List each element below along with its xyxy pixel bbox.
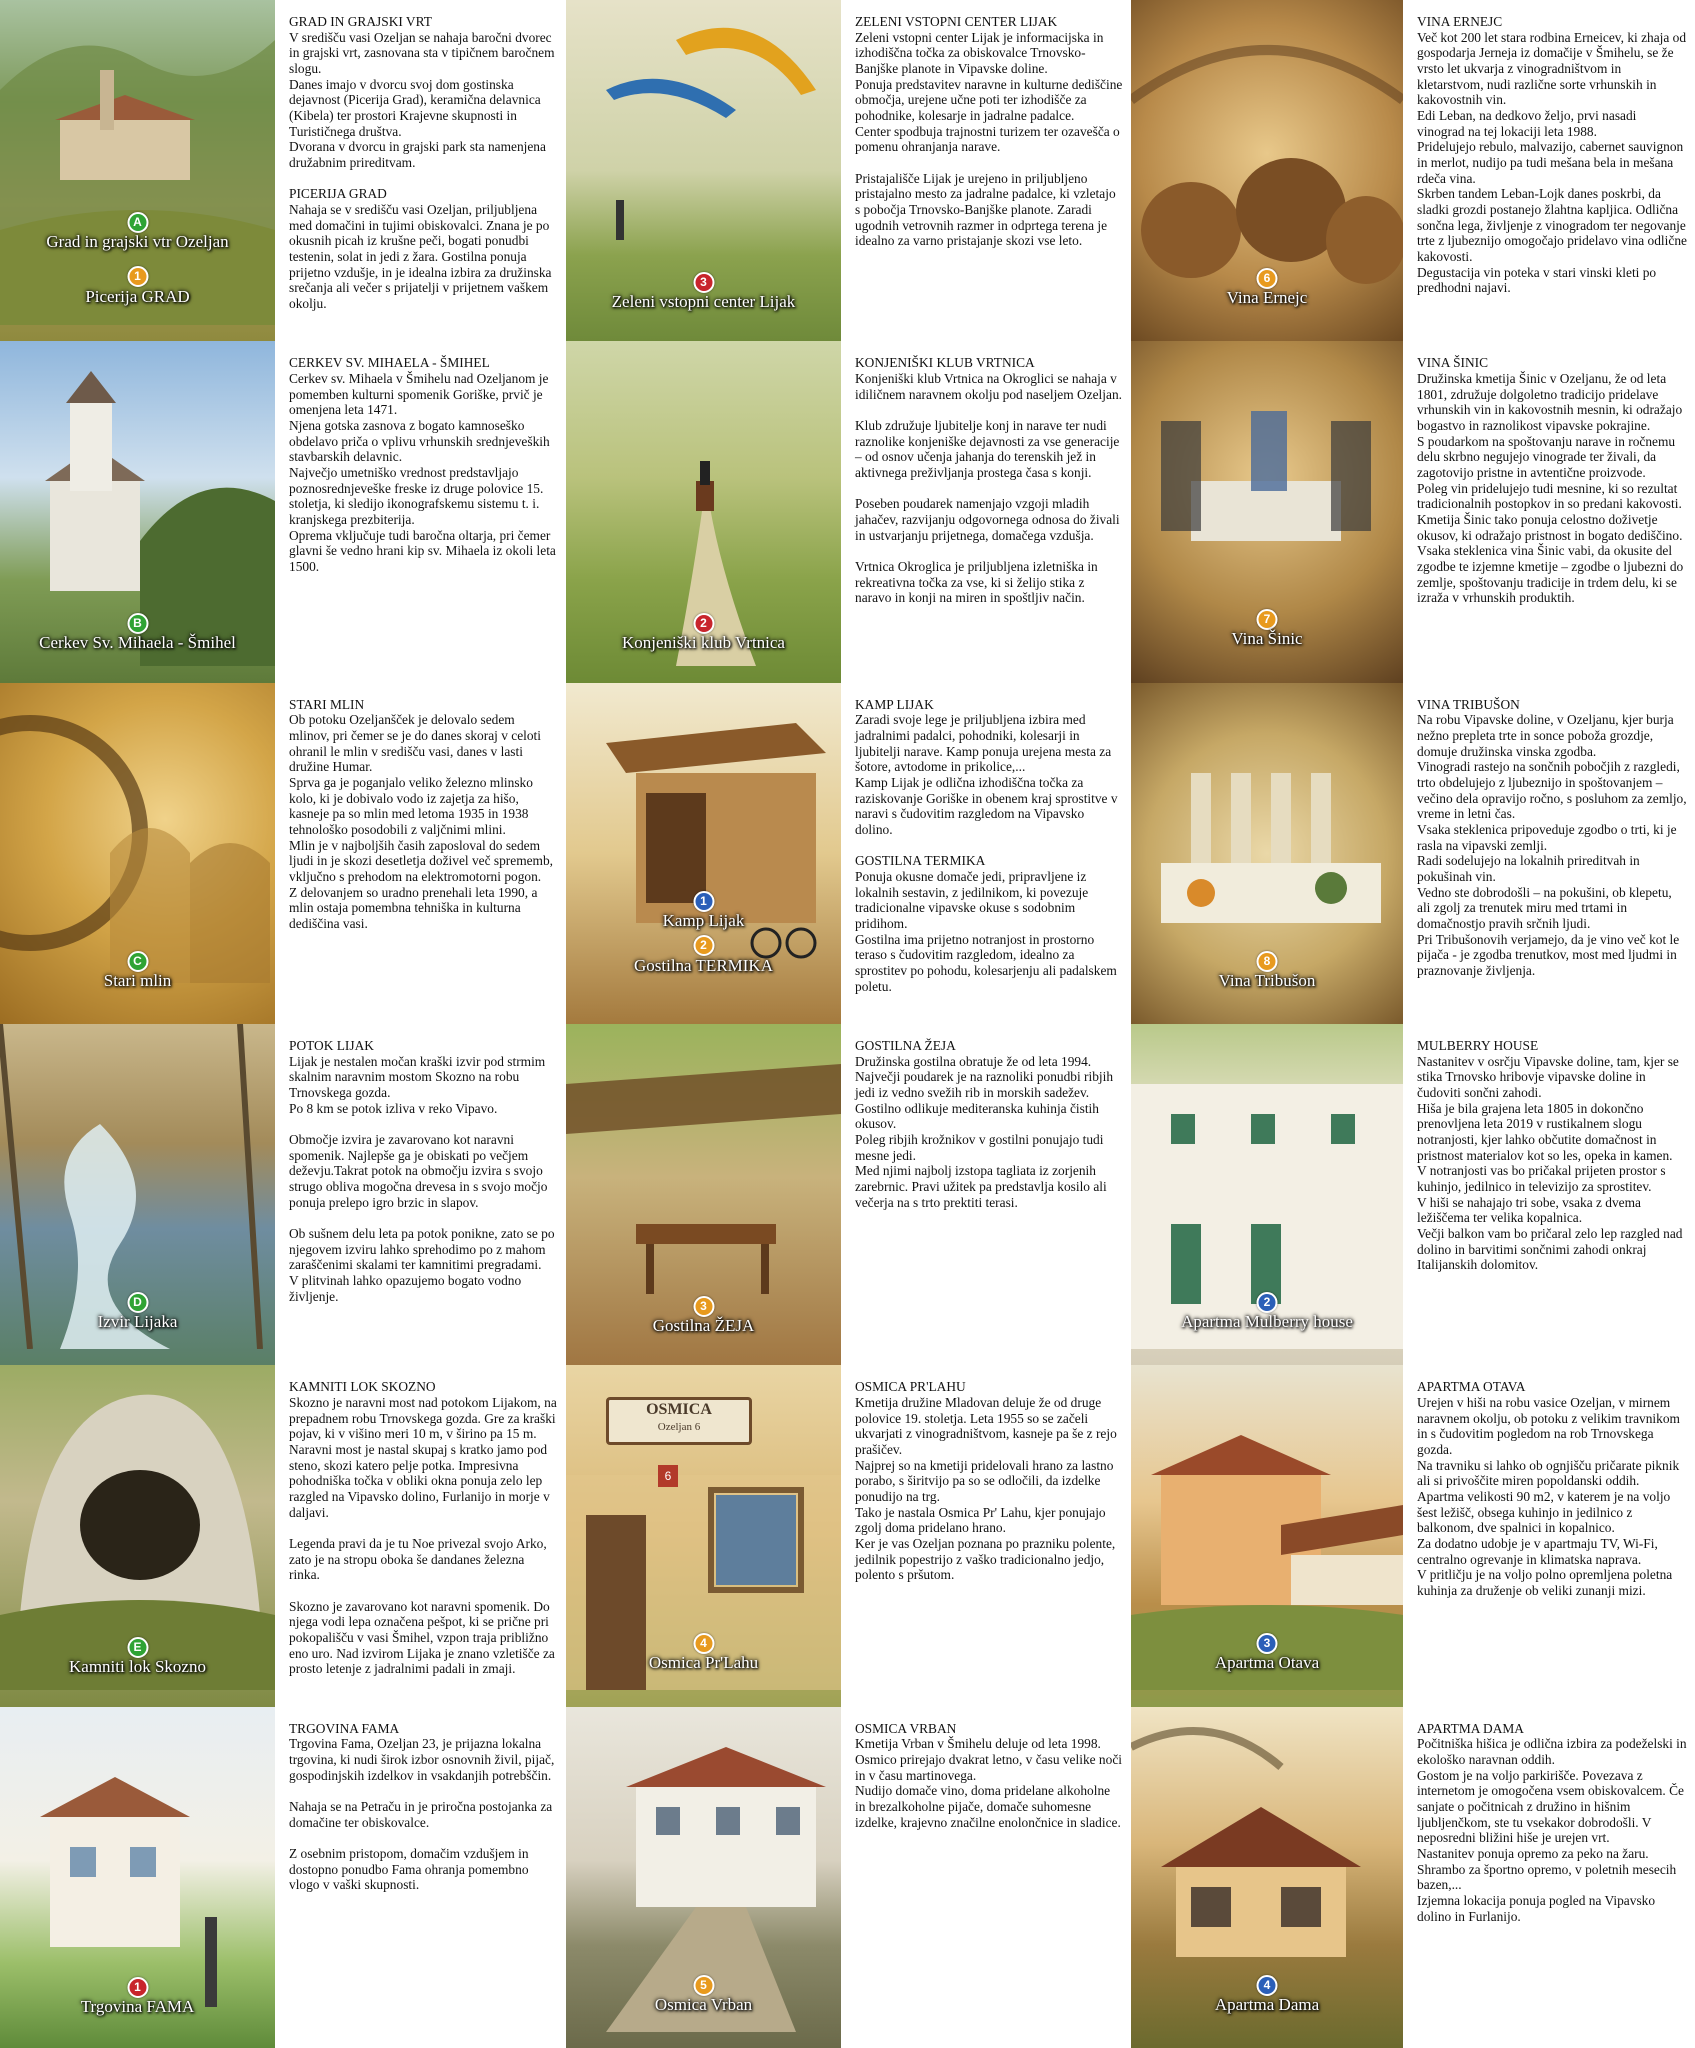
marker-2-icon: 2 — [693, 613, 714, 634]
farmhouse-painting — [566, 1707, 841, 2048]
wine-bottles-painting — [1131, 683, 1403, 1024]
marker-4-icon: 4 — [693, 1633, 714, 1654]
card-osmica-vrban — [566, 1707, 1131, 2048]
marker-8-icon: 8 — [1257, 951, 1278, 972]
card-caption: Picerija GRAD — [85, 287, 190, 306]
card-skozno — [0, 1365, 566, 1706]
camp-building-painting — [566, 683, 841, 1024]
osmica-sign — [606, 1397, 752, 1445]
card-mlin — [0, 683, 566, 1024]
column-2 — [566, 0, 1131, 2048]
card-caption: Stari mlin — [103, 970, 172, 990]
card-description: KONJENIŠKI KLUB VRTNICA Konjeniški klub Vrtnica na Okroglici se nahaja v idiličnem naravnem okolju pod naseljem Ozeljan. Klub združuje ljubitelje konj in narave ter nudi raznolike konjeniške dejavnosti za vse generacije – od osnov učenja jahanja do terenskih jež in aktivnega preživljanja prostega časa s konji. Poseben poudarek namenjajo vzgoji mladih jahačev, razvijanju odgovornega odnosa do živali in ustvarjanju prijetnega, domačega vzdušja. Vrtnica Okroglica je priljubljena izletniška in rekreativna točka za vse, ki si želijo stika z naravo in konji na miren in spoštljiv način. — [855, 355, 1122, 606]
marker-2-icon: 2 — [693, 935, 714, 956]
card-caption: Izvir Lijaka — [97, 1311, 178, 1331]
card-caption: Vina Šinic — [1231, 629, 1303, 649]
card-caption: Gostilna ŽEJA — [652, 1315, 755, 1335]
card-description: OSMICA PR'LAHU Kmetija družine Mladovan deluje že od druge polovice 19. stoletja. Leta 1955 so se začeli ukvarjati z vinogradništvom, kasneje pa še z rejo prašičev. Najprej so na kmetiji pridelovali hrano za lastno porabo, s širitvijo pa so se odločili, da izdelke ponudijo na trg. Tako je nastala Osmica Pr' Lahu, kjer ponujajo zgolj doma pridelano hrano. Ker je vas Ozeljan poznana po prazniku polente, jedilnik popestrijo z vaško tradicionalno jedjo, polento s pršutom. — [855, 1379, 1117, 1583]
watermill-painting — [0, 683, 275, 1024]
wine-barrels-painting — [1131, 0, 1403, 341]
marker-1-icon: 1 — [127, 266, 148, 287]
shop-house-painting — [0, 1707, 275, 2048]
card-caption: Apartma Mulberry house — [1181, 1311, 1353, 1331]
house-number-plate: 6 — [658, 1465, 678, 1487]
card-caption: Trgovina FAMA — [80, 1996, 195, 2016]
card-description: KAMP LIJAK Zaradi svoje lege je priljubljena izbira med jadralnimi padalci, pohodniki, kolesarji in ljubitelji narave. Kamp ponuja urejena mesta za šotore, avtodome in prikolice,... Kamp Lijak je odlična izhodiščna točka za raziskovanje Goriške in obenem kraj sprostitve v naravi s čudovitim razgledom na Vipavsko dolino. GOSTILNA TERMIKA Ponuja okusne domače jedi, pripravljene iz lokalnih sestavin, z jedilnikom, ki povezuje tradicionalne vipavske okuse s sodobnim pridihom. Gostilna ima prijetno notranjost in prostorno teraso s čudovitim razgledom, idealno za sprostitev po pohodu, kolesarjenju ali padalskem poletu. — [855, 696, 1118, 994]
card-description: GRAD IN GRAJSKI VRT V središču vasi Ozeljan se nahaja baročni dvorec in grajski vrt, zasnovana sta v tipičnem baročnem slogu. Danes imajo v dvorcu svoj dom gostinska dejavnost (Picerija Grad), keramična delavnica (Kibela) ter prostori Krajevne skupnosti in Turističnega društva. Dvorana v dvorcu in grajski park sta namenjena družabnim prireditvam. PICERIJA GRAD Nahaja se v središču vasi Ozeljan, priljubljena med domačini in tujimi obiskovalci. Znana je po okusnih picah iz krušne peči, bogati ponudbi testenin, solat in jedi z žara. Gostilna ponuja prijetno vzdušje, in je idealna izbira za družinska srečanja ali večer s prijatelji v prijetnem vaškem okolju. — [289, 14, 555, 312]
card-description: APARTMA DAMA Počitniška hišica je odlična izbira za podeželski in ekološko naravnan oddih. Gostom je na voljo parkirišče. Povezava z internetom je omogočena vsem obiskovalcem. Če sanjate o počitnicah z družino in hišnim ljubljenčkom, ste tu vsekakor dobrodošli. V neposredni bližini hiše je urejen vrt. Nastanitev ponuja opremo za peko na žaru. Shrambo za športno opremo, v poletnih mesecih bazen,... Izjemna lokacija ponuja pogled na Vipavsko dolino in Furlanijo. — [1417, 1720, 1687, 1924]
card-caption: Vina Tribušon — [1218, 970, 1316, 990]
marker-e-icon: E — [127, 1637, 148, 1658]
marker-4-icon: 4 — [1257, 1975, 1278, 1996]
dama-cottage-painting — [1131, 1707, 1403, 2048]
marker-3-icon: 3 — [1257, 1633, 1278, 1654]
marker-c-icon: C — [127, 951, 148, 972]
card-description: VINA TRIBUŠON Na robu Vipavske doline, v Ozeljanu, kjer burja nežno prepleta trte in sonce poboža grozdje, domuje družinska vinska zgodba. Vinogradi rastejo na sončnih pobočjih z razgledi, trto obdelujejo z ljubeznijo in spoštovanjem – večino dela opravijo ročno, s posluhom za zemljo, vreme in letni čas. Vsaka steklenica pripoveduje zgodbo o trti, ki je rasla na vipavski zemlji. Radi sodelujejo na lokalnih prireditvah in pokušinah vin. Vedno ste dobrodošli – na pokušini, ob klepetu, ali zgolj za trenutek miru med trtami in domačnostjo pravih srčnih ljudi. Pri Tribušonovih verjamejo, da je vino več kot le pijača - je zgodba trenutkov, most med ljudmi in praznovanje življenja. — [1417, 696, 1687, 979]
marker-b-icon: B — [127, 613, 148, 634]
card-zeleni-center — [566, 0, 1131, 341]
card-description: OSMICA VRBAN Kmetija Vrban v Šmihelu deluje od leta 1998. Osmico prirejajo dvakrat letno, v času velike noči in v času martinovega. Nudijo domače vino, doma pridelane alkoholne in brezalkoholne pijače, domače suhomesne izdelke, krajevno značilne enolončnice in sladice. — [855, 1720, 1122, 1830]
card-description: POTOK LIJAK Lijak je nestalen močan kraški izvir pod strmim skalnim naravnim mostom Skozno na robu Trnovskega gozda. Po 8 km se potok izliva v reko Vipavo. Območje izvira je zavarovano kot naravni spomenik. Najlepše ga je obiskati po večjem deževju.Takrat potok na območju izvira s svojo strugo obliva mogočna drevesa in s svojo močjo ponuja prelepo igro brzic in slapov. Ob sušnem delu leta pa potok ponikne, zato se po njegovem izviru lahko sprehodimo po z mahom zaraščenimi skalami ter kamnitimi pregradami. V plitvinah lahko opazujemo bogato vodno življenje. — [289, 1037, 555, 1304]
sign-subtitle: Ozeljan 6 — [657, 1421, 701, 1434]
marker-5-icon: 5 — [693, 1975, 714, 1996]
card-description: MULBERRY HOUSE Nastanitev v osrčju Vipavske doline, tam, kjer se stika Trnovsko hribovje vipavske doline in čudoviti sončni zahodi. Hiša je bila grajena leta 1805 in dokončno prenovljena leta 2019 v rustikalnem slogu notranjosti, kjer lahko občutite domačnost in pristnost materialov kot so les, opeka in kamen. V notranjosti vas bo pričakal prijeten prostor s kuhinjo, jedilnico in televizijo za sprostitev. V hiši se nahajajo tri sobe, vsaka z dvema ležiščema ter velika kopalnica. Večji balkon vam bo pričaral zelo lep razgled nad dolino in barvitimi sončnimi zahodi onkraj Italijanskih dolomitov. — [1417, 1037, 1683, 1273]
card-description: VINA ERNEJC Več kot 200 let stara rodbina Erneicev, ki zhaja od gospodarja Jerneja iz domačije v Šmihelu, se že vrsto let ukvarja z vinogradništvom in kletarstvom, nudi različne sorte vrhunskih in kakovostnih vin. Edi Leban, na dedkovo željo, prvi nasadi vinograd na tej lokaciji leta 1988. Pridelujejo rebulo, malvazijo, cabernet sauvignon in merlot, nudijo pa tudi mešana bela in mešana rdeča vina. Skrben tandem Leban-Lojk danes poskrbi, da sladki grozdi postanejo žlahtna kapljica. Odlična sončna lega, življenje z vinogradom ter negovanje trte z ljubeznijo omogočajo pridelavo vina odlične kakovosti. Degustacija vin poteka v stari vinski kleti po predhodni najavi. — [1417, 14, 1687, 296]
card-caption: Apartma Dama — [1214, 1994, 1320, 2014]
card-description: CERKEV SV. MIHAELA - ŠMIHEL Cerkev sv. Mihaela v Šmihelu nad Ozeljanom je pomemben kulturni spomenik Goriške, prvič je omenjena leta 1471. Njena gotska zasnova z bogato kamnoseško obdelavo priča o vplivu vrhunskih srednjeveških stavbarskih delavnic. Največjo umetniško vrednost predstavljajo poznosrednjeveške freske iz druge polovice 15. stoletja, ki sledijo ikonografskemu sistemu t. i. kranjskega prezbiterija. Oprema vključuje tudi baročna oltarja, pri čemer glavni še vedno hrani kip sv. Mihaela iz okoli leta 1500. — [289, 355, 556, 575]
card-description: ZELENI VSTOPNI CENTER LIJAK Zeleni vstopni center Lijak je informacijska in izhodiščna točka za obiskovalce Trnovsko-Banjške planote in Vipavske doline. Ponuja predstavitev naravne in kulturne dediščine območja, urejene učne poti ter izhodišče za pohodnike, kolesarje in jadralne padalce. Center spodbuja trajnostni turizem ter ozavešča o pomenu ohranjanja narave. Pristajališče Lijak je urejeno in priljubljeno pristajalno mesto za jadralne padalce, ki vzletajo s pobočja Trnovsko-Banjške planote. Zaradi ugodnih vetrovnih razmer in odprtega terena je idealno za varno pristajanje skozi vse leto. — [855, 14, 1123, 249]
card-description: KAMNITI LOK SKOZNO Skozno je naravni most nad potokom Lijakom, na prepadnem robu Trnovskega gozda. Gre za kraški pojav, ki v višino meri 10 m, v širino pa 15 m. Naravni most je nastal skupaj s kratko jamo pod steno, skozi katero pelje potka. Impresivna pohodniška točka v obliki okna ponuja zelo lep razgled na Vipavsko dolino, Furlanijo in morje v daljavi. Legenda pravi da je tu Noe privezal svojo Arko, zato je na stropu oboka še dandanes železna rinka. Skozno je zavarovano kot naravni spomenik. Do njega vodi lepa označena pešpot, ki se prične pri pokopališču v vasi Šmihel, vzpon traja približno eno uro. Nad izvirom Lijaka je znano vzletišče za prosto letenje z jadralnimi padali in zmaji. — [289, 1379, 557, 1677]
card-osmica-prlahu — [566, 1365, 1131, 1706]
marker-2-icon: 2 — [1257, 1292, 1278, 1313]
card-caption: Apartma Otava — [1214, 1653, 1320, 1673]
marker-3-icon: 3 — [693, 272, 714, 293]
card-tribuson — [1131, 683, 1695, 1024]
castle-village-painting — [0, 0, 275, 341]
terrace-painting — [566, 1024, 841, 1365]
marker-a-icon: A — [127, 212, 148, 233]
card-caption: Gostilna TERMIKA — [634, 955, 773, 975]
column-1 — [0, 0, 566, 2048]
card-kamp — [566, 683, 1131, 1024]
otava-house-painting — [1131, 1365, 1403, 1706]
marker-1-icon: 1 — [693, 891, 714, 912]
card-description: VINA ŠINIC Družinska kmetija Šinic v Ozeljanu, že od leta 1801, združuje dolgoletno tradicijo pridelave vrhunskih vin in kakovostnih mesnin, ki odražajo bogastvo in raznolikost vipavske pokrajine. S poudarkom na spoštovanju narave in ročnemu delu skrbno negujejo vinograde ter živali, da zagotovijo pristne in avtentične proizvode. Poleg vin pridelujejo tudi mesnine, ki so rezultat tradicionalnih postopkov in so predani kakovosti. Kmetija Šinic tako ponuja celostno doživetje okusov, ki odražajo pristnost in bogato dediščino. Vsaka steklenica vina Šinic vabi, da okusite del zgodbe te izjemne kmetije – zgodbe o ljubezni do zemlje, spoštovanju tradicije in trdem delu, ki se izraža v vrhunskih produktih. — [1417, 355, 1684, 606]
card-caption: Cerkev Sv. Mihaela - Šmihel — [39, 633, 236, 653]
card-caption: Osmica Pr'Lahu — [648, 1653, 759, 1673]
card-dama — [1131, 1707, 1695, 2048]
marker-7-icon: 7 — [1257, 609, 1278, 630]
card-caption: Kamp Lijak — [662, 910, 745, 930]
stream-painting — [0, 1024, 275, 1365]
card-cerkev — [0, 341, 566, 682]
card-zeja — [566, 1024, 1131, 1365]
mulberry-house-painting — [1131, 1024, 1403, 1365]
card-mulberry — [1131, 1024, 1695, 1365]
card-fama — [0, 1707, 566, 2048]
column-3 — [1131, 0, 1695, 2048]
card-sinic — [1131, 341, 1695, 682]
card-description: GOSTILNA ŽEJA Družinska gostilna obratuje že od leta 1994. Največji poudarek je na raznoliki ponudbi ribjih jedi iz vedno svežih rib in morskih sadežev. Gostilno odlikuje mediteranska kuhinja čistih okusov. Poleg ribjih krožnikov v gostilni ponujajo tudi mesne jedi. Med njimi najbolj izstopa tagliata iz zorjenih zarebrnic. Pravi užitek pa predstavlja kosilo ali večerja na s trto prektiti terasi. — [855, 1037, 1114, 1210]
card-ernejc — [1131, 0, 1695, 341]
stone-arch-painting — [0, 1365, 275, 1706]
marker-3-icon: 3 — [693, 1296, 714, 1317]
card-caption: Grad in grajski vtr Ozeljan — [46, 232, 229, 251]
church-painting — [0, 341, 275, 682]
marker-d-icon: D — [127, 1292, 148, 1313]
marker-6-icon: 6 — [1257, 268, 1278, 289]
horse-rider-painting — [566, 341, 841, 682]
card-description: STARI MLIN Ob potoku Ozeljanšček je delovalo sedem mlinov, pri čemer se je do danes skoraj v celoti ohranil le mlin v središču vasi, danes v lasti družine Humar. Sprva ga je poganjalo veliko železno mlinsko kolo, ki je dobivalo vodo iz zajetja za hišo, kasneje pa so mlin med letoma 1935 in 1938 tehnološko posodobili z valjčnimi mlini. Mlin je v najboljših časih zaposloval do sedem ljudi in je skozi desetletja doživel več sprememb, vključno s prehodom na elektromotorni pogon. Z delovanjem so uradno prenehali leta 1990, a mlin ostaja pomembna tehniška in kulturna dediščina vasi. — [289, 696, 554, 932]
card-caption: Osmica Vrban — [654, 1994, 753, 2014]
card-description: APARTMA OTAVA Urejen v hiši na robu vasice Ozeljan, v mirnem naravnem okolju, ob potoku z velikim travnikom in s čudovitim pogledom na rob Trnovskega gozda. Na travniku si lahko ob ognjišču pričarate piknik ali si privoščite miren popoldanski oddih. Apartma velikosti 90 m2, v katerem je na voljo šest ležišč, obsega kuhinjo in jedilnico z balkonom, dve spalnici in kopalnico. Za dodatno udobje je v apartmaju TV, Wi-Fi, centralno ogrevanje in klimatska naprava. V pritličju je na voljo polno opremljena poletna kuhinja za druženje ob veliki zunanji mizi. — [1417, 1379, 1680, 1599]
card-caption: Vina Ernejc — [1226, 288, 1308, 307]
card-caption: Zeleni vstopni center Lijak — [611, 292, 796, 311]
sign-title: OSMICA — [646, 1401, 712, 1419]
wine-cellar-people-painting — [1131, 341, 1403, 682]
card-caption: Konjeniški klub Vrtnica — [622, 633, 785, 653]
card-grad — [0, 0, 566, 341]
card-lijak — [0, 1024, 566, 1365]
marker-1-icon: 1 — [127, 1977, 148, 1998]
card-description: TRGOVINA FAMA Trgovina Fama, Ozeljan 23, je prijazna lokalna trgovina, ki nudi širok izbor osnovnih živil, pijač, gospodinjskih izdelkov in vsakdanjih potrebščin. Nahaja se na Petraču in je priročna postojanka za domačine ter obiskovalce. Z osebnim pristopom, domačim vzdušjem in dostopno ponudbo Fama ohranja pomembno vlogo v vaški skupnosti. — [289, 1720, 555, 1893]
card-vrtnica — [566, 341, 1131, 682]
paraglider-painting — [566, 0, 841, 341]
card-caption: Kamniti lok Skozno — [69, 1657, 206, 1677]
osmica-house-painting — [566, 1365, 841, 1706]
card-otava — [1131, 1365, 1695, 1706]
